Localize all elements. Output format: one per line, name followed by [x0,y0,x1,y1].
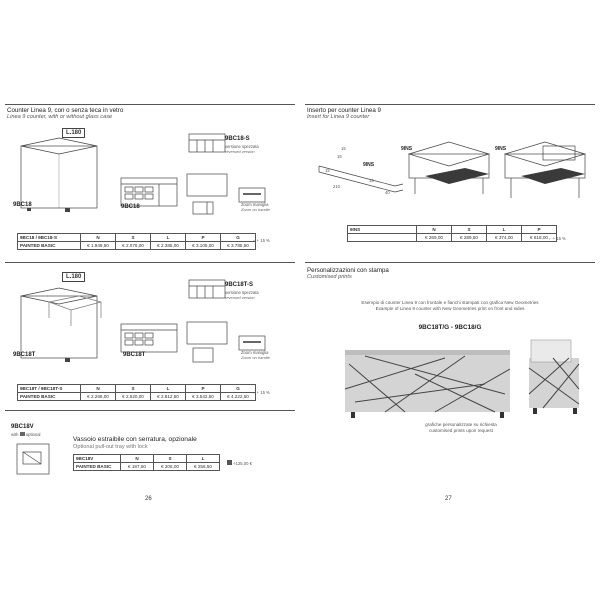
price-cell: € 618,00 [522,234,557,242]
table-header: 9INS [348,226,417,234]
counter-glass-open-drawing [119,316,179,356]
print-codes: 9BC18T/G - 9BC18/G [418,324,482,331]
corner-icon: ⌐ [549,236,552,241]
left-page [5,98,295,508]
side-view-drawing [185,320,245,370]
price-cell: € 2.385,00 [151,242,186,250]
corner-note-text: + 15 % [256,238,270,243]
table-header: S [452,226,487,234]
render-label: 9INS [495,146,507,152]
table-header: P [186,234,221,242]
table-header: N [81,385,116,393]
price-cell: € 3.105,00 [186,242,221,250]
tray-subtitle: Optional pull-out tray with lock [73,444,148,450]
variant-code: 9BC18T-S [225,282,254,288]
table-header: N [81,234,116,242]
section-divider [5,104,295,105]
render-label: 9INS [401,146,413,152]
price-cell: € 269,00 [417,234,452,242]
variant-note-en: reversed version [225,295,255,300]
extra-note [227,460,252,466]
with-label: with [11,432,19,437]
price-cell: € 4.222,50 [221,393,256,401]
price-cell: € 2.812,50 [151,393,186,401]
price-cell: € 2.520,00 [116,393,151,401]
section-title: Inserto per counter Linea 9 [307,107,381,114]
product-code-open: 9BC18T [123,352,146,358]
dim-label: 210 [333,184,340,189]
table-header: P [522,226,557,234]
page-number: 26 [145,496,152,502]
desc-en: Example of Linea 9 counter with New Geometries print on front and sides [375,306,525,311]
price-cell: € 206,00 [154,463,187,471]
price-cell: € 187,50 [121,463,154,471]
table-header: L [151,385,186,393]
price-cell: € 2.268,00 [81,393,116,401]
right-page [305,98,595,508]
tray-title: Vassoio estraibile con serratura, opzionale [73,436,197,443]
tray-drawing [13,442,53,482]
zoom-label-en: Zoom on handle [241,355,270,360]
table-header: L [487,226,522,234]
caption-it: grafiche personalizzate su richiesta [425,422,497,427]
price-table [17,233,256,250]
section-title: Personalizzazioni con stampa [307,267,389,274]
corner-icon: ⌐ [253,238,256,243]
lock-icon [227,460,232,465]
corner-note-text: + 15 % [256,390,270,395]
dim-label: 15 [369,178,374,183]
row-label [348,234,417,242]
table-header: 9BC18T / 9BC18T-S [18,385,81,393]
price-cell: € 256,50 [187,463,220,471]
page-number: 27 [445,496,452,502]
section-divider [5,262,295,263]
variant-note-en: reversed version [225,149,255,154]
table-header: N [121,455,154,463]
section-subtitle: Linea 9 counter, with or without glass case [7,114,113,120]
table-header: G [221,234,256,242]
dim-label: 40 [385,190,390,195]
extra-note-text: +125,00 € [233,461,252,466]
table-header: 9BC18 / 9BC18-S [18,234,81,242]
dim-label: 15 [325,168,330,173]
row-label: PAINTED BASIC [18,242,81,250]
corner-note [253,390,270,395]
section-divider [305,262,595,263]
side-view-drawing [185,172,245,222]
insert-render-2 [501,138,591,208]
length-badge: L.180 [62,272,85,282]
price-cell: € 289,50 [452,234,487,242]
insert-price-table [347,225,557,242]
tray-price-table [73,454,220,471]
zoom-label-it: Zoom maniglia [241,350,269,355]
section-subtitle: Customised prints [307,274,352,280]
section-divider [5,410,295,411]
variant-note-it: versione spezzata [225,144,259,149]
length-badge: L.180 [62,128,85,138]
zoom-label-en: Zoom on handle [241,207,270,212]
printed-counter-front [345,344,520,414]
product-code: 9BC18T [13,352,36,358]
table-header: S [154,455,187,463]
corner-note [253,238,270,243]
corner-note-text: + 15 % [552,236,566,241]
product-code: 9BC18 [13,202,32,208]
caption-en: customised prints upon request [429,428,493,433]
table-header: G [221,385,256,393]
optional-icon [20,432,25,436]
zoom-label-it: Zoom maniglia [241,202,269,207]
row-label: PAINTED BASIC [18,393,81,401]
variant-note-it: versione spezzata [225,290,259,295]
table-header: L [151,234,186,242]
corner-icon: ⌐ [253,390,256,395]
price-cell: € 374,00 [487,234,522,242]
tray-code: 9BC18V [11,424,34,430]
section-divider [305,104,595,105]
product-code-open: 9BC18 [121,204,140,210]
variant-drawing [187,278,227,308]
desc-it: Esempio di counter Linea 9 con frontale e fianchi stampati con grafica New Geometries [361,300,539,305]
printed-counter-side [523,334,583,414]
price-cell: € 3.785,50 [221,242,256,250]
table-header: P [186,385,221,393]
table-header: S [116,234,151,242]
price-cell: € 3.542,50 [186,393,221,401]
section-title: Counter Linea 9, con o senza teca in vetro [7,107,124,114]
insert-render-1 [405,138,495,208]
corner-note [549,236,566,241]
variant-drawing [187,132,227,162]
table-header: 9BC18V [74,455,121,463]
dim-label: 15 [341,146,346,151]
table-header: L [187,455,220,463]
optional-note [11,432,40,437]
optional-label: optional [25,432,41,437]
variant-code: 9BC18-S [225,136,250,142]
insert-code: 9INS [363,162,375,168]
price-table [17,384,256,401]
price-cell: € 2.076,00 [116,242,151,250]
table-header: S [116,385,151,393]
table-header: N [417,226,452,234]
row-label: PAINTED BASIC [74,463,121,471]
insert-drawing [315,146,405,206]
price-cell: € 1.949,50 [81,242,116,250]
dim-label: 15 [337,154,342,159]
section-subtitle: Insert for Linea 9 counter [307,114,370,120]
